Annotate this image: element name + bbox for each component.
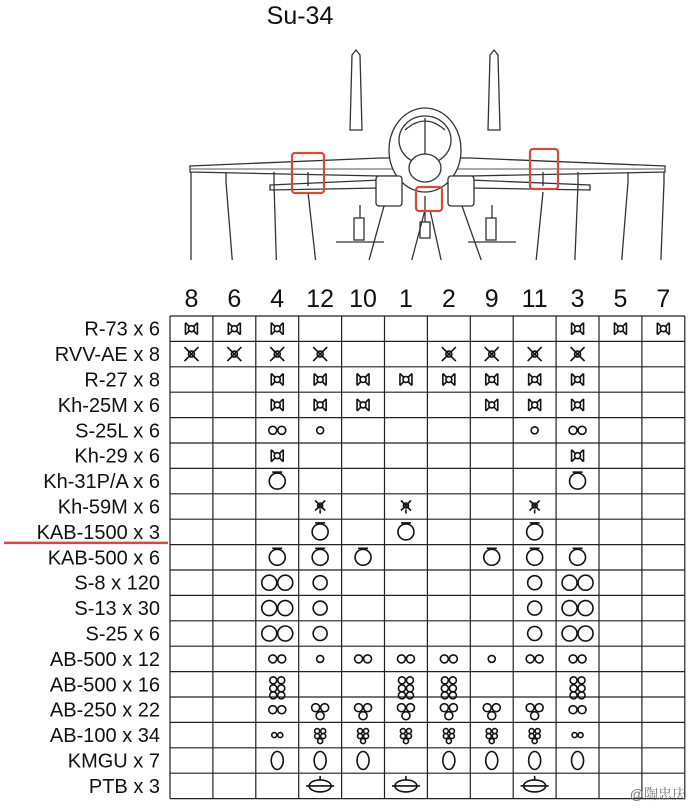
store-symbol-grape bbox=[315, 729, 326, 744]
store-symbol-O bbox=[528, 576, 542, 590]
store-symbol-xcross bbox=[227, 347, 241, 361]
store-symbol-cross bbox=[486, 399, 498, 411]
store-symbol-xcross bbox=[528, 347, 542, 361]
station-label-10: 10 bbox=[349, 285, 377, 313]
store-symbol-OO bbox=[562, 601, 593, 616]
store-symbol-grape bbox=[529, 729, 540, 744]
store-symbol-oval bbox=[271, 752, 283, 770]
store-symbol-cross bbox=[228, 323, 240, 335]
store-symbol-xcross bbox=[270, 347, 284, 361]
store-symbol-cross bbox=[614, 323, 626, 335]
row-label: KAB-1500 x 3 bbox=[36, 521, 160, 544]
store-symbol-oval bbox=[443, 752, 455, 770]
row-label: R-27 x 8 bbox=[84, 369, 160, 392]
store-symbol-cross bbox=[314, 399, 326, 411]
store-symbol-cross bbox=[529, 399, 541, 411]
row-label: Kh-29 x 6 bbox=[74, 445, 160, 468]
store-symbol-tiny bbox=[572, 733, 583, 738]
store-symbol-oo bbox=[355, 655, 372, 663]
store-symbol-oo bbox=[269, 655, 286, 663]
store-symbol-oo bbox=[440, 655, 457, 663]
store-symbol-bigO bbox=[355, 548, 371, 565]
store-symbol-cross bbox=[572, 323, 584, 335]
store-symbol-bigO bbox=[312, 548, 328, 565]
store-symbol-o bbox=[317, 655, 324, 662]
store-symbol-tri bbox=[312, 704, 329, 720]
store-symbol-OO bbox=[262, 601, 293, 616]
store-symbol-oo bbox=[269, 706, 286, 714]
station-label-9: 9 bbox=[484, 285, 499, 313]
store-symbol-O bbox=[313, 627, 327, 641]
row-label: AB-100 x 34 bbox=[49, 725, 160, 748]
row-label: KAB-500 x 6 bbox=[47, 547, 160, 570]
store-symbol-bigO bbox=[570, 548, 586, 565]
store-symbol-cross bbox=[185, 323, 197, 335]
row-label: AB-500 x 12 bbox=[49, 648, 160, 671]
row-label: AB-250 x 22 bbox=[49, 699, 160, 722]
store-symbol-cross bbox=[529, 374, 541, 386]
store-symbol-oo bbox=[526, 655, 543, 663]
store-symbol-OO bbox=[562, 626, 593, 641]
station-label-8: 8 bbox=[184, 285, 199, 313]
store-symbol-cluster4 bbox=[570, 677, 585, 699]
store-symbol-xcross bbox=[571, 347, 585, 361]
store-symbol-cross bbox=[443, 374, 455, 386]
store-symbol-cross bbox=[572, 399, 584, 411]
store-symbol-cross bbox=[486, 374, 498, 386]
row-label: RVV-AE x 8 bbox=[54, 344, 160, 367]
store-symbol-cluster4 bbox=[441, 677, 456, 699]
store-symbol-cluster4 bbox=[270, 677, 285, 699]
diagram-title: Su-34 bbox=[266, 2, 334, 30]
store-symbol-OO bbox=[262, 575, 293, 590]
row-label: S-13 x 30 bbox=[74, 598, 160, 621]
store-symbol-tiny bbox=[272, 733, 283, 738]
row-label: Kh-59M x 6 bbox=[57, 496, 160, 519]
store-symbol-O bbox=[313, 576, 327, 590]
station-label-4: 4 bbox=[270, 285, 285, 313]
store-symbol-xcross bbox=[485, 347, 499, 361]
station-label-2: 2 bbox=[441, 285, 456, 313]
store-symbol-bigO bbox=[269, 548, 285, 565]
row-label: PTB x 3 bbox=[88, 775, 160, 798]
store-symbol-o bbox=[488, 655, 495, 662]
store-symbol-cross bbox=[271, 450, 283, 462]
store-symbol-bigO bbox=[484, 548, 500, 565]
store-symbol-oval bbox=[486, 752, 498, 770]
store-symbol-tri bbox=[355, 704, 372, 720]
store-symbol-bigO bbox=[269, 472, 285, 489]
store-symbol-bigO bbox=[527, 523, 543, 540]
store-symbol-xcross bbox=[184, 347, 198, 361]
store-symbol-tri bbox=[440, 704, 457, 720]
station-label-7: 7 bbox=[656, 285, 671, 313]
row-label: AB-500 x 16 bbox=[49, 674, 160, 697]
store-symbol-oo bbox=[397, 655, 414, 663]
store-symbol-grape bbox=[486, 729, 497, 744]
store-symbol-oo bbox=[569, 655, 586, 663]
store-symbol-OO bbox=[562, 575, 593, 590]
store-symbol-oo bbox=[269, 426, 286, 434]
watermark: @陶忠庆 bbox=[629, 786, 686, 802]
row-label: S-25L x 6 bbox=[75, 420, 160, 443]
store-symbol-smallcross bbox=[401, 501, 411, 514]
store-symbol-bigO bbox=[527, 548, 543, 565]
store-symbol-oo bbox=[569, 706, 586, 714]
store-symbol-bigO bbox=[570, 472, 586, 489]
row-label: Kh-31P/A x 6 bbox=[43, 471, 160, 494]
store-symbol-oval bbox=[357, 752, 369, 770]
store-symbol-cluster4 bbox=[398, 677, 413, 699]
store-symbol-cross bbox=[400, 374, 412, 386]
store-symbol-OO bbox=[262, 626, 293, 641]
row-label: S-25 x 6 bbox=[85, 623, 160, 646]
store-symbol-cross bbox=[657, 323, 669, 335]
row-label: R-73 x 6 bbox=[84, 318, 160, 341]
store-symbol-oval bbox=[572, 752, 584, 770]
store-symbol-xcross bbox=[442, 347, 456, 361]
store-symbol-cross bbox=[572, 450, 584, 462]
store-symbol-tri bbox=[526, 704, 543, 720]
store-symbol-grape bbox=[443, 729, 454, 744]
store-symbol-tank bbox=[392, 776, 420, 792]
station-label-3: 3 bbox=[570, 285, 585, 313]
store-symbol-O bbox=[313, 601, 327, 615]
store-symbol-O bbox=[528, 627, 542, 641]
store-symbol-o bbox=[317, 427, 324, 434]
store-symbol-grape bbox=[400, 729, 411, 744]
station-label-6: 6 bbox=[227, 285, 242, 313]
store-symbol-cross bbox=[572, 374, 584, 386]
store-symbol-cross bbox=[357, 374, 369, 386]
store-symbol-smallcross bbox=[315, 501, 325, 514]
station-label-5: 5 bbox=[613, 285, 628, 313]
store-symbol-O bbox=[528, 601, 542, 615]
store-symbol-smallcross bbox=[530, 501, 540, 514]
store-symbol-cross bbox=[271, 374, 283, 386]
store-symbol-tri bbox=[483, 704, 500, 720]
row-label: Kh-25M x 6 bbox=[57, 394, 160, 417]
store-symbol-cross bbox=[314, 374, 326, 386]
store-symbol-cross bbox=[271, 399, 283, 411]
station-label-11: 11 bbox=[521, 285, 548, 313]
store-symbol-tri bbox=[397, 704, 414, 720]
store-symbol-tank bbox=[521, 776, 549, 792]
row-label: S-8 x 120 bbox=[74, 572, 160, 595]
store-symbol-cross bbox=[357, 399, 369, 411]
station-label-1: 1 bbox=[398, 285, 413, 313]
store-symbol-bigO bbox=[398, 523, 414, 540]
row-label: KMGU x 7 bbox=[67, 750, 160, 773]
store-symbol-o bbox=[531, 427, 538, 434]
store-symbol-xcross bbox=[313, 347, 327, 361]
store-symbol-oval bbox=[314, 752, 326, 770]
store-symbol-cross bbox=[271, 323, 283, 335]
store-symbol-oo bbox=[569, 426, 586, 434]
station-label-12: 12 bbox=[306, 285, 335, 313]
store-symbol-oval bbox=[529, 752, 541, 770]
store-symbol-tank bbox=[306, 776, 334, 792]
store-symbol-bigO bbox=[312, 523, 328, 540]
store-symbol-grape bbox=[358, 729, 369, 744]
